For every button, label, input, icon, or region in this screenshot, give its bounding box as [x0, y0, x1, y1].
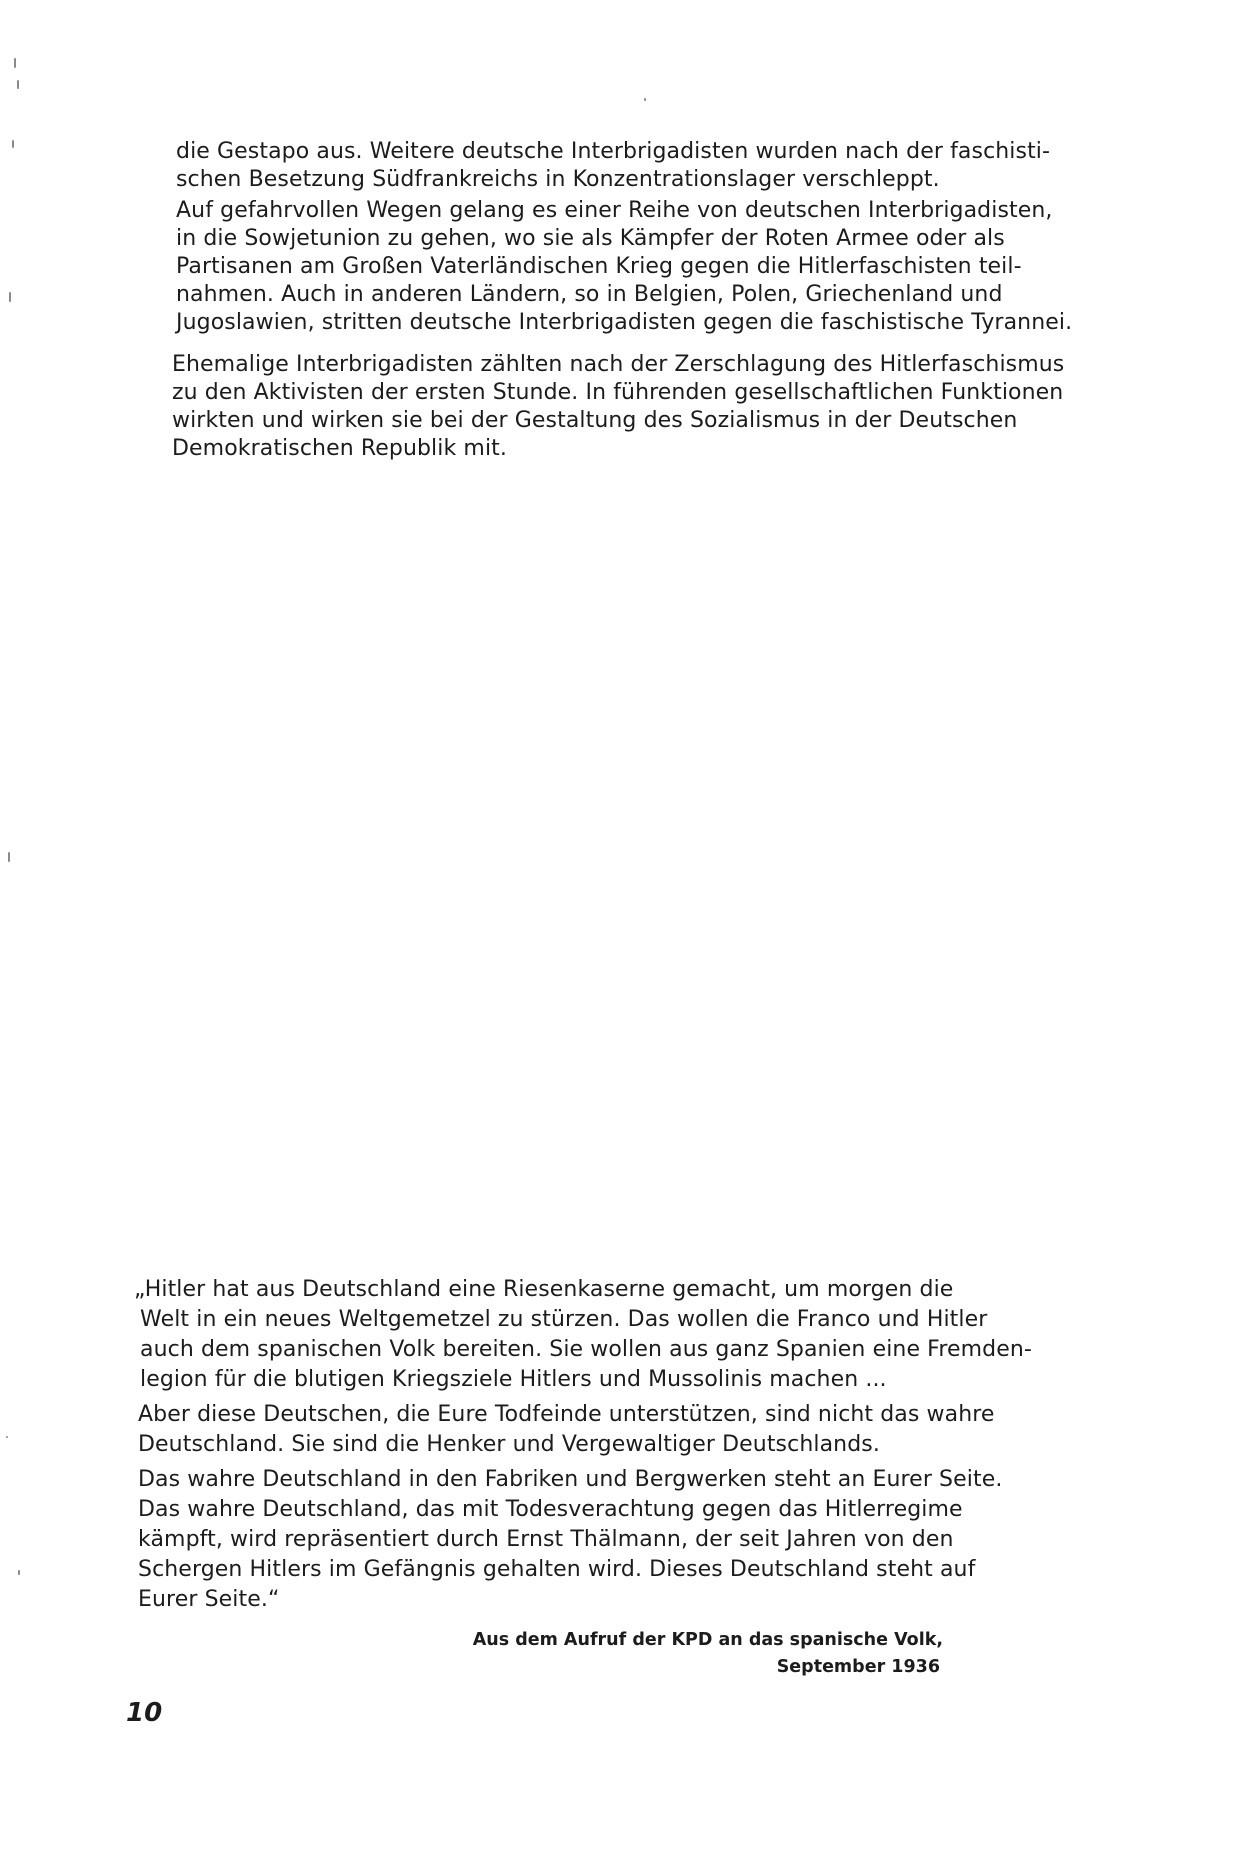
quote-line: auch dem spanischen Volk bereiten. Sie wollen aus ganz Spanien eine Fremden-	[140, 1337, 1032, 1362]
quote-line: Das wahre Deutschland, das mit Todesverachtung gegen das Hitlerregime	[138, 1497, 963, 1522]
quote-line: Das wahre Deutschland in den Fabriken und Bergwerken steht an Eurer Seite.	[138, 1467, 1003, 1492]
quote-line: Deutschland. Sie sind die Henker und Vergewaltiger Deutschlands.	[138, 1432, 880, 1457]
quote-line: kämpft, wird repräsentiert durch Ernst Thälmann, der seit Jahren von den	[138, 1527, 954, 1552]
text-line: die Gestapo aus. Weitere deutsche Interbrigadisten wurden nach der faschisti-	[176, 139, 1051, 164]
scan-speck	[18, 1570, 20, 1575]
scan-speck	[14, 58, 16, 68]
scan-speck	[8, 852, 10, 862]
text-line: Partisanen am Großen Vaterländischen Krieg gegen die Hitlerfaschisten teil-	[176, 254, 1022, 279]
quote-line: Schergen Hitlers im Gefängnis gehalten wird. Dieses Deutschland steht auf	[138, 1557, 976, 1582]
text-line: Ehemalige Interbrigadisten zählten nach der Zerschlagung des Hitlerfaschismus	[172, 352, 1065, 377]
scan-speck	[12, 140, 14, 148]
text-line: wirkten und wirken sie bei der Gestaltung des Sozialismus in der Deutschen	[172, 408, 1018, 433]
text-line: in die Sowjetunion zu gehen, wo sie als Kämpfer der Roten Armee oder als	[176, 226, 1005, 251]
page-number: 10	[126, 1698, 163, 1728]
quote-line: „Hitler hat aus Deutschland eine Riesenkaserne gemacht, um morgen die	[134, 1277, 954, 1302]
scan-speck	[644, 98, 646, 101]
quote-source-date: September 1936	[776, 1657, 940, 1677]
text-line: schen Besetzung Südfrankreichs in Konzentrationslager verschleppt.	[176, 167, 940, 192]
quote-source-line: Aus dem Aufruf der KPD an das spanische Volk,	[472, 1630, 943, 1650]
text-line: Auf gefahrvollen Wegen gelang es einer Reihe von deutschen Interbrigadisten,	[176, 198, 1053, 223]
text-line: nahmen. Auch in anderen Ländern, so in Belgien, Polen, Griechenland und	[176, 282, 1003, 307]
quote-line: Eurer Seite.“	[138, 1587, 280, 1612]
quote-line: Welt in ein neues Weltgemetzel zu stürzen. Das wollen die Franco und Hitler	[140, 1307, 988, 1332]
quote-line: legion für die blutigen Kriegsziele Hitlers und Mussolinis machen ...	[140, 1367, 887, 1392]
quote-line: Aber diese Deutschen, die Eure Todfeinde unterstützen, sind nicht das wahre	[138, 1402, 995, 1427]
text-line: zu den Aktivisten der ersten Stunde. In führenden gesellschaftlichen Funktionen	[172, 380, 1064, 405]
scan-speck	[9, 292, 11, 302]
scan-speck	[17, 80, 19, 89]
text-line: Demokratischen Republik mit.	[172, 436, 507, 461]
scan-speck	[6, 1436, 8, 1438]
text-line: Jugoslawien, stritten deutsche Interbrigadisten gegen die faschistische Tyrannei.	[176, 310, 1073, 335]
